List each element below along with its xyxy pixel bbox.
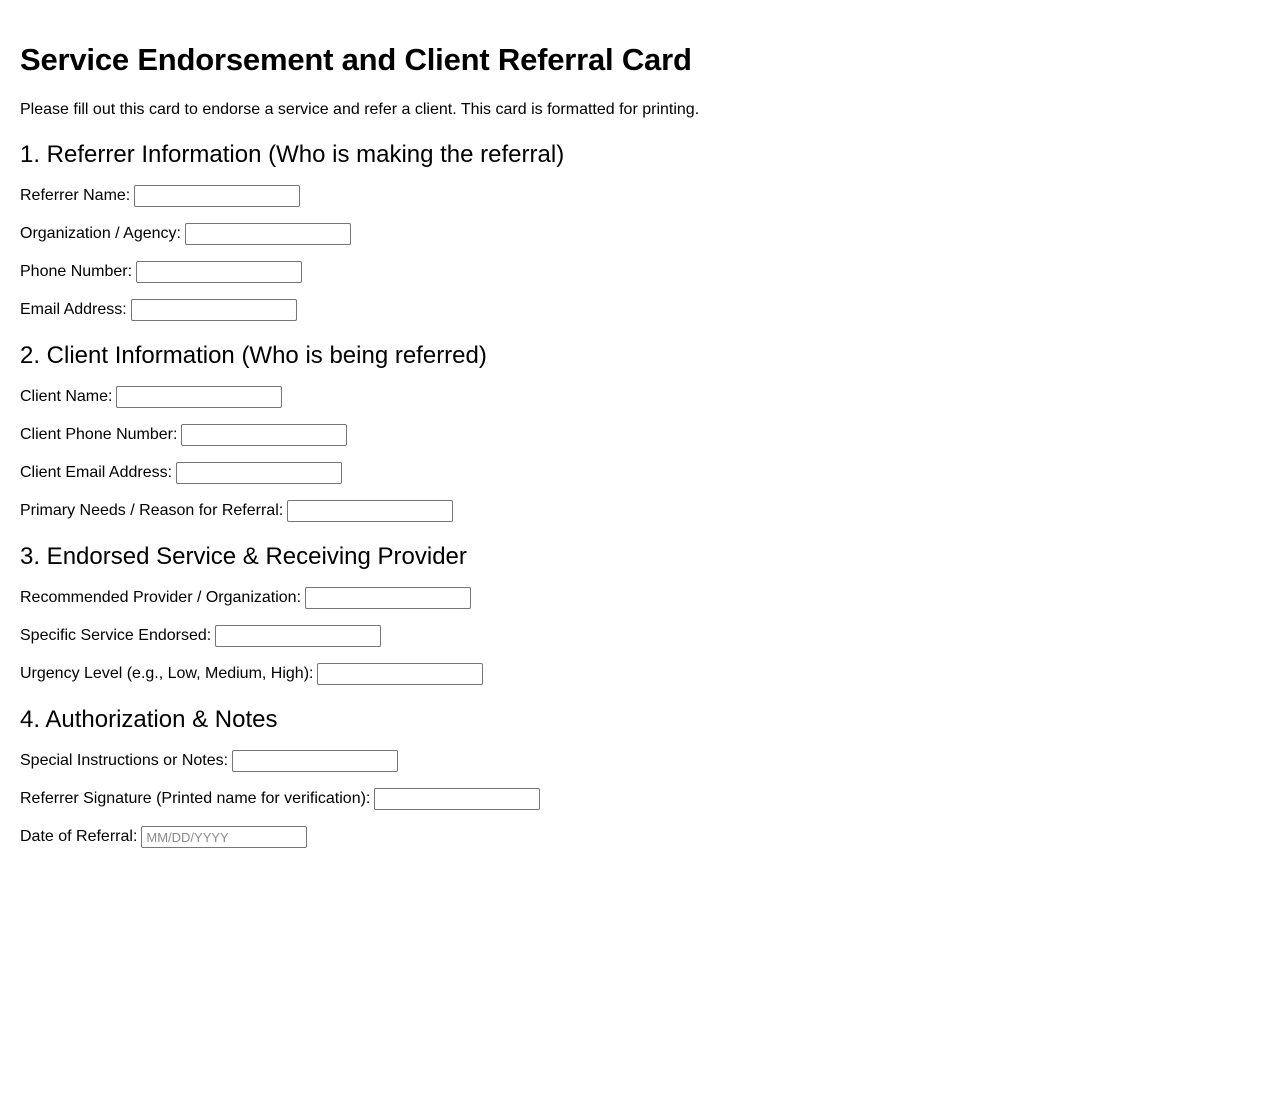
field-row-special-instructions — [20, 750, 1242, 772]
urgency-label: Urgency Level (e.g., Low, Medium, High): — [20, 665, 314, 682]
intro-text: Please fill out this card to endorse a service and refer a client. This card is formatted for printing. — [20, 101, 700, 118]
organization-label: Organization / Agency: — [20, 225, 181, 242]
client-phone-input[interactable] — [181, 424, 347, 446]
phone-input[interactable] — [136, 261, 302, 283]
recommended-provider-input[interactable] — [305, 587, 471, 609]
referrer-name-input[interactable] — [134, 185, 300, 207]
field-row-signature — [20, 788, 1242, 810]
field-row-organization — [20, 223, 1242, 245]
field-row-client-phone — [20, 424, 1242, 446]
email-input[interactable] — [131, 299, 297, 321]
field-row-urgency — [20, 663, 1242, 685]
date-input[interactable] — [141, 826, 307, 848]
field-row-phone — [20, 261, 1242, 283]
primary-needs-label: Primary Needs / Reason for Referral: — [20, 502, 284, 519]
primary-needs-input[interactable] — [287, 500, 453, 522]
specific-service-label: Specific Service Endorsed: — [20, 627, 212, 644]
client-email-input[interactable] — [176, 462, 342, 484]
field-row-specific-service — [20, 625, 1242, 647]
client-name-input[interactable] — [116, 386, 282, 408]
field-row-date — [20, 826, 1242, 848]
section-endorsed-service — [20, 542, 1242, 685]
section-client-info — [20, 341, 1242, 522]
client-email-label: Client Email Address: — [20, 464, 173, 481]
recommended-provider-label: Recommended Provider / Organization: — [20, 589, 302, 606]
signature-input[interactable] — [374, 788, 540, 810]
special-instructions-input[interactable] — [232, 750, 398, 772]
field-row-client-email — [20, 462, 1242, 484]
date-label: Date of Referral: — [20, 828, 138, 845]
referrer-name-label: Referrer Name: — [20, 187, 131, 204]
field-row-primary-needs — [20, 500, 1242, 522]
section-heading: 4. Authorization & Notes — [20, 706, 278, 733]
special-instructions-label: Special Instructions or Notes: — [20, 752, 229, 769]
email-label: Email Address: — [20, 301, 127, 318]
page-title: Service Endorsement and Client Referral Card — [20, 42, 692, 77]
urgency-input[interactable] — [317, 663, 483, 685]
section-heading: 1. Referrer Information (Who is making the referral) — [20, 141, 565, 168]
field-row-client-name — [20, 386, 1242, 408]
client-name-label: Client Name: — [20, 388, 113, 405]
field-row-recommended-provider — [20, 587, 1242, 609]
organization-input[interactable] — [185, 223, 351, 245]
signature-label: Referrer Signature (Printed name for verification): — [20, 790, 371, 807]
field-row-referrer-name — [20, 185, 1242, 207]
client-phone-label: Client Phone Number: — [20, 426, 178, 443]
phone-label: Phone Number: — [20, 263, 133, 280]
field-row-email — [20, 299, 1242, 321]
section-heading: 3. Endorsed Service & Receiving Provider — [20, 543, 467, 570]
section-heading: 2. Client Information (Who is being referred) — [20, 342, 487, 369]
specific-service-input[interactable] — [215, 625, 381, 647]
section-authorization — [20, 705, 1242, 848]
section-referrer-info — [20, 140, 1242, 321]
